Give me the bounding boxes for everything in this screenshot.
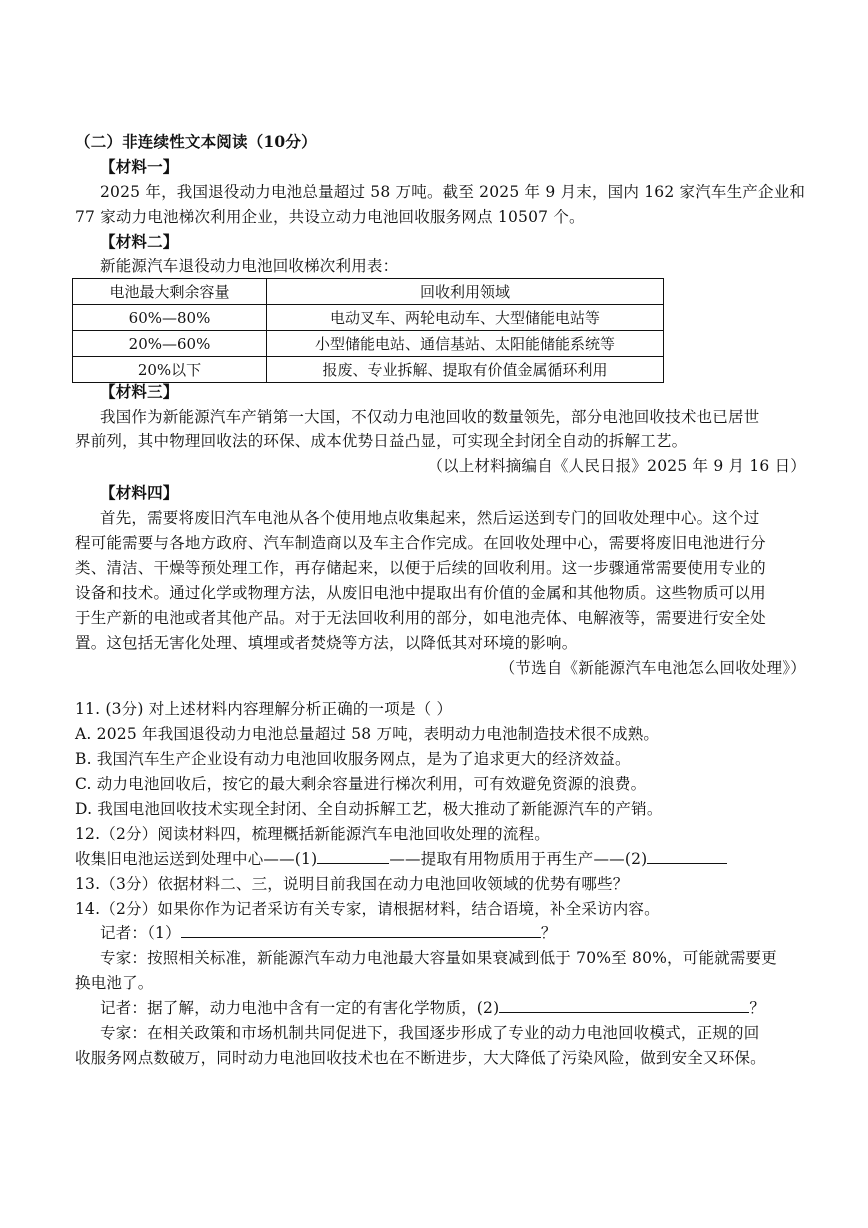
question-11-option-d: D. 我国电池回收技术实现全封闭、全自动拆解工艺，极大推动了新能源汽车的产销。 — [75, 800, 663, 818]
table-row — [73, 305, 664, 331]
question-mark: ？ — [540, 924, 557, 942]
material-4-line: 置。这包括无害化处理、填埋或者焚烧等方法，以降低其对环境的影响。 — [75, 634, 578, 652]
table-cell: 20%—60% — [73, 331, 267, 357]
material-3-line: 我国作为新能源汽车产销第一大国，不仅动力电池回收的数量领先，部分电池回收技术也已居世 — [100, 408, 760, 426]
table-header-cell: 回收利用领域 — [267, 279, 664, 305]
material-4-label: 【材料四】 — [100, 483, 179, 502]
material-1-label: 【材料一】 — [100, 157, 179, 176]
table-row — [73, 331, 664, 357]
table-caption: 新能源汽车退役动力电池回收梯次利用表： — [100, 257, 399, 275]
reporter-prefix: 记者：（1） — [100, 924, 181, 942]
flow-step-text: ——提取有用物质用于再生产——(2) — [389, 850, 648, 868]
material-1-line: 2025 年，我国退役动力电池总量超过 58 万吨。截至 2025 年 9 月末，国内 162 家汽车生产企业和 — [100, 183, 806, 201]
material-3-source: （以上材料摘编自《人民日报》2025 年 9 月 16 日） — [427, 457, 806, 475]
interview-reporter-2 — [100, 996, 765, 1020]
question-14-stem: 14.（2分）如果你作为记者采访有关专家，请根据材料，结合语境，补全采访内容。 — [75, 900, 660, 918]
interview-expert-2-cont: 收服务网点数破万，同时动力电池回收技术也在不断进步，大大降低了污染风险，做到安全又环保。 — [75, 1049, 766, 1067]
interview-expert-2: 专家：在相关政策和市场机制共同促进下，我国逐步形成了专业的动力电池回收模式，正规的回 — [100, 1024, 760, 1042]
table-cell: 小型储能电站、通信基站、太阳能储能系统等 — [267, 331, 664, 357]
question-11-option-b: B. 我国汽车生产企业设有动力电池回收服务网点，是为了追求更大的经济效益。 — [75, 750, 631, 768]
material-1-line: 77 家动力电池梯次利用企业，共设立动力电池回收服务网点 10507 个。 — [75, 208, 585, 226]
question-11-option-c: C. 动力电池回收后，按它的最大剩余容量进行梯次利用，可有效避免资源的浪费。 — [75, 775, 647, 793]
table-cell: 60%—80% — [73, 305, 267, 331]
answer-blank-2[interactable] — [647, 847, 727, 864]
interview-expert-1: 专家：按照相关标准，新能源汽车动力电池最大容量如果衰减到低于 70%至 80%，可能就需要更 — [100, 949, 777, 967]
material-4-line: 程可能需要与各地方政府、汽车制造商以及车主合作完成。在回收处理中心，需要将废旧电池进行分 — [75, 534, 766, 552]
table-cell: 20%以下 — [73, 357, 267, 383]
table-header-cell: 电池最大剩余容量 — [73, 279, 267, 305]
table-row — [73, 357, 664, 383]
material-4-source: （节选自《新能源汽车电池怎么回收处理》） — [499, 659, 806, 677]
question-mark: ？ — [749, 999, 766, 1017]
answer-blank-4[interactable] — [499, 996, 749, 1013]
interview-reporter-1 — [100, 921, 557, 945]
table-cell: 报废、专业拆解、提取有价值金属循环利用 — [267, 357, 664, 383]
material-3-label: 【材料三】 — [100, 382, 179, 401]
table-cell: 电动叉车、两轮电动车、大型储能电站等 — [267, 305, 664, 331]
interview-expert-1-cont: 换电池了。 — [75, 974, 154, 992]
material-4-line: 设备和技术。通过化学或物理方法，从废旧电池中提取出有价值的金属和其他物质。这些物质可以用 — [75, 584, 766, 602]
answer-blank-3[interactable] — [181, 921, 541, 938]
table-header-row — [73, 279, 664, 305]
material-2-label: 【材料二】 — [100, 232, 179, 251]
question-12-flow — [75, 847, 727, 871]
flow-step-text: 收集旧电池运送到处理中心——(1) — [75, 850, 318, 868]
question-11-option-a: A. 2025 年我国退役动力电池总量超过 58 万吨，表明动力电池制造技术很不成熟。 — [75, 725, 660, 743]
reporter-prefix: 记者：据了解，动力电池中含有一定的有害化学物质，(2) — [100, 999, 500, 1017]
material-4-line: 类、清洁、干燥等预处理工作，再存储起来，以便于后续的回收利用。这一步骤通常需要使用专业的 — [75, 559, 766, 577]
section-title: （二）非连续性文本阅读（10分） — [75, 132, 317, 151]
material-3-line: 界前列，其中物理回收法的环保、成本优势日益凸显，可实现全封闭全自动的拆解工艺。 — [75, 432, 688, 450]
question-11-stem: 11. (3分) 对上述材料内容理解分析正确的一项是（ ） — [75, 700, 453, 718]
recycling-table — [72, 278, 664, 383]
answer-blank-1[interactable] — [317, 847, 389, 864]
material-4-line: 于生产新的电池或者其他产品。对于无法回收利用的部分，如电池壳体、电解液等，需要进行安全处 — [75, 609, 766, 627]
question-13-stem: 13.（3分）依据材料二、三，说明目前我国在动力电池回收领域的优势有哪些？ — [75, 875, 629, 893]
material-4-line: 首先，需要将废旧汽车电池从各个使用地点收集起来，然后运送到专门的回收处理中心。这个过 — [100, 509, 760, 527]
question-12-stem: 12.（2分）阅读材料四，梳理概括新能源汽车电池回收处理的流程。 — [75, 825, 550, 843]
